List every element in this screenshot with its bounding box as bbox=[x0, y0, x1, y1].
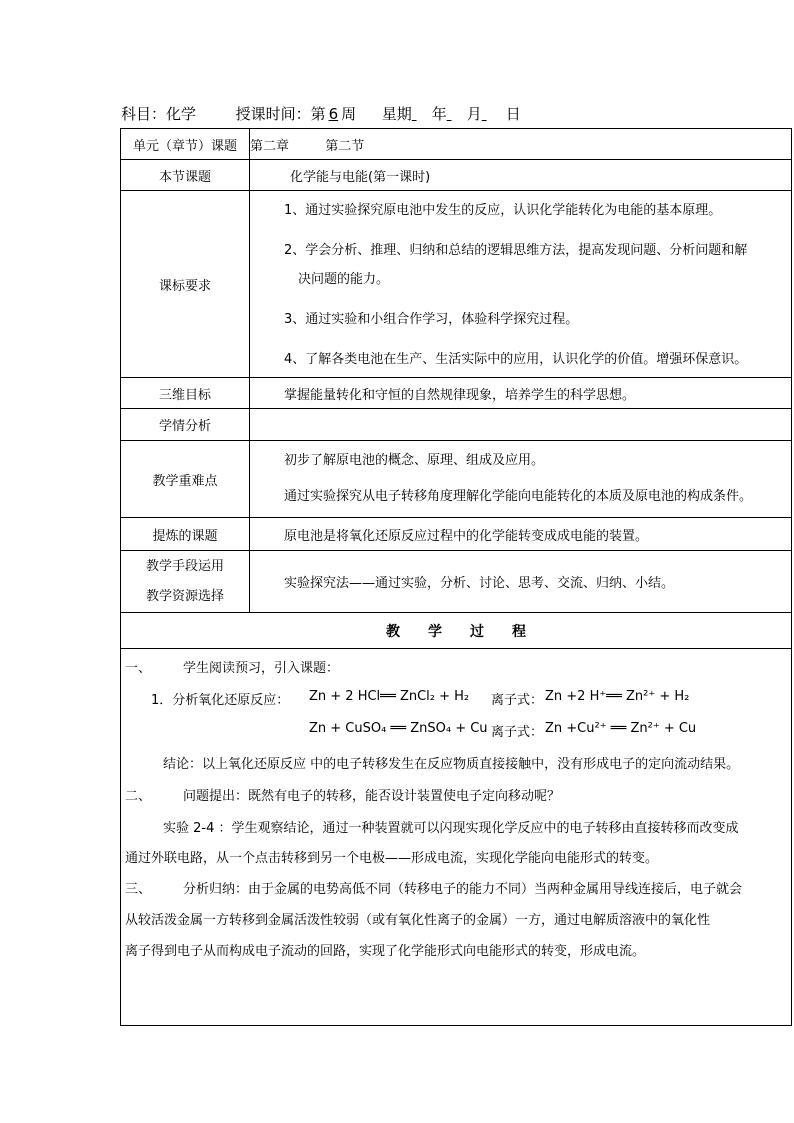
week-number: 6 bbox=[328, 105, 339, 123]
section-3-number: 三、 bbox=[125, 882, 152, 897]
section-2-number: 二、 bbox=[125, 789, 152, 804]
row-topic bbox=[121, 518, 792, 551]
requirements-label: 课标要求 bbox=[121, 191, 250, 378]
analysis-value bbox=[250, 409, 792, 441]
section-3-line-1: 分析归纳：由于金属的电势高低不同（转移电子的能力不同）当两种金属用导线连接后，电子就会 bbox=[183, 882, 743, 897]
key-point-item: 通过实验探究从电子转移角度理解化学能向电能转化的本质及原电池的构成条件。 bbox=[284, 489, 753, 504]
experiment-line-2: 通过外联电路，从一个点击转移到另一个电极——形成电流，实现化学能向电能形式的转变。 bbox=[125, 851, 659, 866]
weekday-label: 星期 bbox=[381, 105, 412, 123]
equation-1-ion: Zn +2 H⁺══ Zn²⁺ + H₂ bbox=[545, 689, 690, 704]
unit-section: 第二节 bbox=[325, 138, 365, 154]
section-2-text: 问题提出：既然有电子的转移，能否设计装置使电子定向移动呢？ bbox=[183, 789, 561, 804]
requirement-item: 3、通过实验和小组合作学习，体验科学探究过程。 bbox=[284, 311, 579, 327]
subject-label: 科目：化学 bbox=[121, 105, 197, 123]
row-means bbox=[121, 551, 792, 613]
row-process-title bbox=[121, 613, 792, 649]
analysis-label: 学情分析 bbox=[121, 409, 250, 441]
month-label: 月 bbox=[466, 105, 482, 123]
equation-1: Zn + 2 HCl══ ZnCl₂ + H₂ bbox=[309, 689, 470, 704]
row-requirements bbox=[121, 191, 792, 378]
lesson-plan-table bbox=[120, 128, 792, 1026]
unit-chapter: 第二章 bbox=[250, 138, 290, 154]
day-label: 日 bbox=[505, 105, 521, 123]
equation-2-ion: Zn +Cu²⁺ ══ Zn²⁺ + Cu bbox=[545, 721, 697, 736]
row-analysis bbox=[121, 409, 792, 441]
equation-2: Zn + CuSO₄ ══ ZnSO₄ + Cu bbox=[309, 721, 488, 736]
time-label: 授课时间：第 bbox=[235, 105, 326, 123]
section-1-text: 学生阅读预习，引入课题： bbox=[183, 661, 340, 676]
lesson-header bbox=[121, 103, 521, 124]
key-points-label: 教学重难点 bbox=[121, 441, 250, 518]
section-1-sub: 1．分析氧化还原反应： bbox=[151, 693, 290, 708]
goals-value: 掌握能量转化和守恒的自然规律现象，培养学生的科学思想。 bbox=[250, 378, 792, 409]
section-3-line-3: 离子得到电子从而构成电子流动的回路，实现了化学能形式向电能形式的转变，形成电流。 bbox=[125, 944, 646, 959]
means-value: 实验探究法——通过实验，分析、讨论、思考、交流、归纳、小结。 bbox=[250, 551, 792, 613]
section-1-number: 一、 bbox=[125, 661, 152, 676]
requirement-item: 1、通过实验探究原电池中发生的反应，认识化学能转化为电能的基本原理。 bbox=[284, 202, 722, 218]
equation-2-ion-label: 离子式： bbox=[491, 725, 544, 740]
row-key-points bbox=[121, 441, 792, 518]
unit-label: 单元（章节）课题 bbox=[121, 129, 250, 160]
requirement-item: 决问题的能力。 bbox=[298, 271, 390, 287]
week-suffix: 周 bbox=[341, 105, 357, 123]
row-goals bbox=[121, 378, 792, 409]
conclusion: 结论：以上氧化还原反应 中的电子转移发生在反应物质直接接触中，没有形成电子的定向流动结果。 bbox=[163, 757, 740, 772]
requirement-item: 4、了解各类电池在生产、生活实际中的应用，认识化学的价值。增强环保意识。 bbox=[284, 351, 748, 367]
equation-1-ion-label: 离子式： bbox=[491, 693, 544, 708]
process-title: 教 学 过 程 bbox=[121, 613, 792, 649]
process-body bbox=[121, 649, 792, 1026]
year-label: 年 bbox=[431, 105, 447, 123]
row-lesson bbox=[121, 160, 792, 191]
lesson-label: 本节课题 bbox=[121, 160, 250, 191]
means-label: 教学手段运用 bbox=[145, 558, 224, 574]
key-point-item: 初步了解原电池的概念、原理、组成及应用。 bbox=[284, 453, 545, 468]
section-3-line-2: 从较活泼金属一方转移到金属活泼性较弱（或有氧化性离子的金属）一方，通过电解质溶液中的氧化性 bbox=[125, 913, 711, 928]
goals-label: 三维目标 bbox=[121, 378, 250, 409]
lesson-value: 化学能与电能(第一课时) bbox=[250, 160, 792, 191]
row-unit bbox=[121, 129, 792, 160]
topic-value: 原电池是将氧化还原反应过程中的化学能转变成成电能的装置。 bbox=[250, 518, 792, 551]
topic-label: 提炼的课题 bbox=[121, 518, 250, 551]
requirement-item: 2、学会分析、推理、归纳和总结的逻辑思维方法，提高发现问题、分析问题和解 bbox=[284, 242, 748, 258]
experiment-line-1: 实验 2-4 ：学生观察结论，通过一种装置就可以闪现实现化学反应中的电子转移由直接转移而改变成 bbox=[163, 821, 739, 836]
row-process-body bbox=[121, 649, 792, 1026]
resources-label: 教学资源选择 bbox=[145, 588, 224, 604]
